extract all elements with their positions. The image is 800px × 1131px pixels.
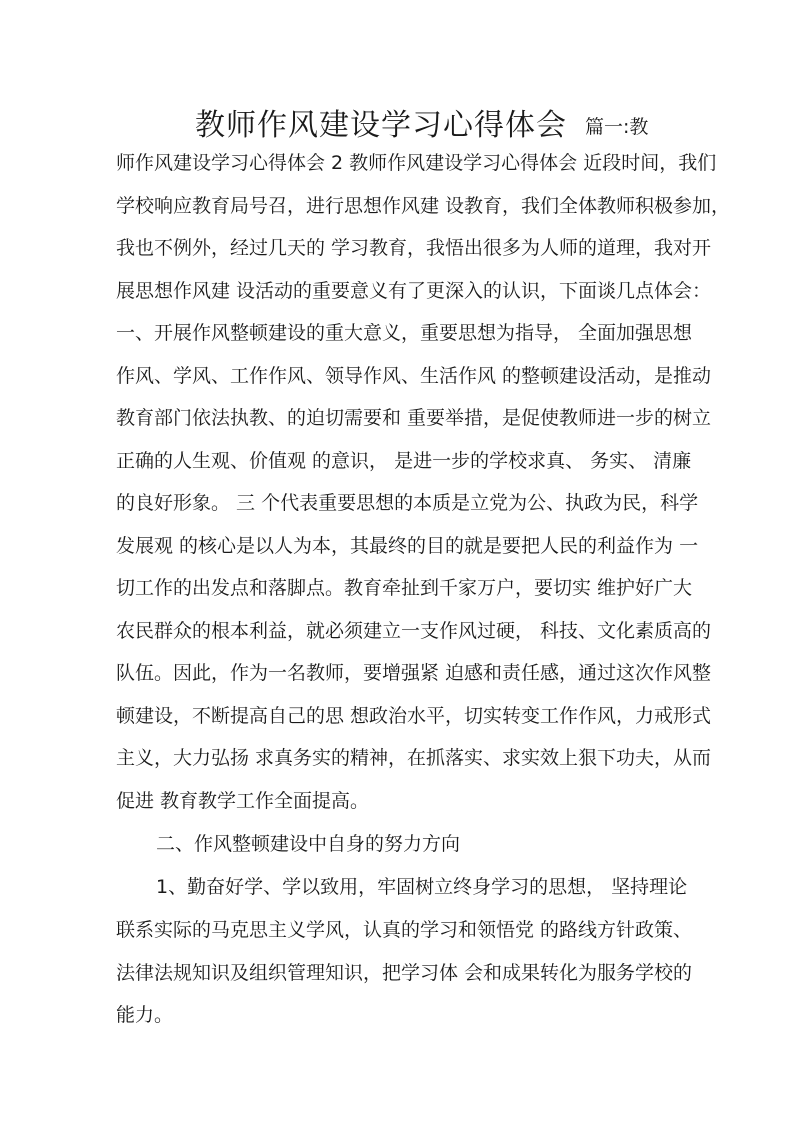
body-line: 作风、学风、工作作风、领导作风、生活作风 的整顿建设活动，是推动 — [116, 365, 712, 387]
body-line: 能力。 — [116, 1004, 174, 1026]
body-line: 农民群众的根本利益，就必须建立一支作风过硬， 科技、文化素质高的 — [116, 620, 712, 642]
body-line: 法律法规知识及组织管理知识，把学习体 会和成果转化为服务学校的 — [116, 962, 693, 984]
body-line: 正确的人生观、价值观 的意识， 是进一步的学校求真、 务实、 清廉 — [116, 450, 692, 472]
body-line: 顿建设，不断提高自己的思 想政治水平，切实转变工作作风，力戒形式 — [116, 705, 712, 727]
body-line: 的良好形象。 三 个代表重要思想的本质是立党为公、执政为民，科学 — [116, 492, 699, 514]
body-line: 教育部门依法执教、的迫切需要和 重要举措，是促使教师进一步的树立 — [116, 407, 712, 429]
body-line: 主义，大力弘扬 求真务实的精神，在抓落实、求实效上狠下功夫，从而 — [116, 747, 712, 769]
section-heading: 二、作风整顿建设中自身的努力方向 — [156, 833, 461, 855]
body-line: 队伍。因此，作为一名教师，要增强紧 迫感和责任感，通过这次作风整 — [116, 662, 712, 684]
body-line: 切工作的出发点和落脚点。教育牵扯到千家万户，要切实 维护好广大 — [116, 577, 693, 599]
document-title: 教师作风建设学习心得体会 — [195, 108, 567, 143]
body-line: 促进 教育教学工作全面提高。 — [116, 790, 370, 812]
body-line: 师作风建设学习心得体会 2 教师作风建设学习心得体会 近段时间，我们 — [116, 152, 717, 174]
body-line: 我也不例外，经过几天的 学习教育，我悟出很多为人师的道理，我对开 — [116, 237, 712, 259]
body-line: 展思想作风建 设活动的重要意义有了更深入的认识，下面谈几点体会： — [116, 280, 712, 302]
body-line: 学校响应教育局号召，进行思想作风建 设教育，我们全体教师积极参加， — [116, 195, 731, 217]
body-line: 一、开展作风整顿建设的重大意义，重要思想为指导， 全面加强思想 — [116, 322, 693, 344]
body-line: 联系实际的马克思主义学风，认真的学习和领悟党 的路线方针政策、 — [116, 919, 693, 941]
title-line — [195, 100, 648, 144]
body-line: 发展观 的核心是以人为本，其最终的目的就是要把人民的利益作为 一 — [116, 535, 699, 557]
body-line: 1、勤奋好学、学以致用，牢固树立终身学习的思想， 坚持理论 — [156, 876, 688, 898]
title-suffix: 篇一:教 — [585, 116, 649, 138]
